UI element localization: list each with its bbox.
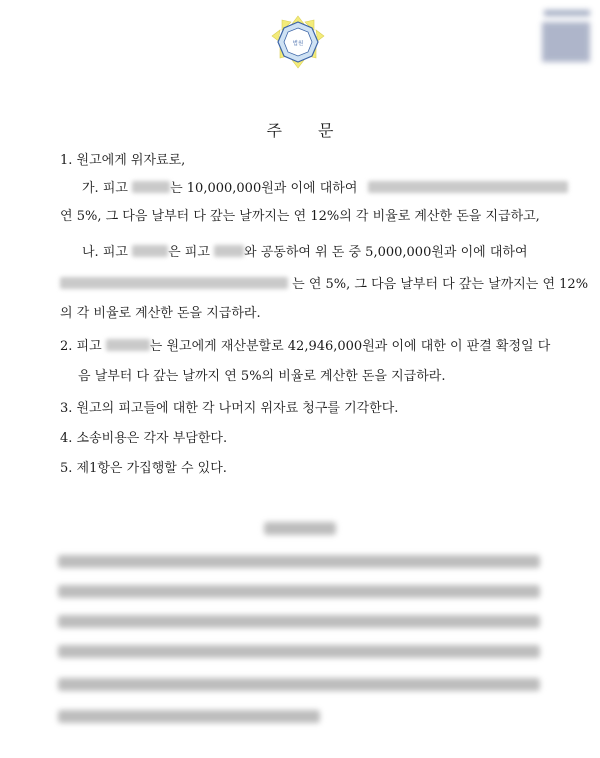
blurred-section-heading <box>264 520 336 536</box>
redacted-text <box>60 277 288 289</box>
item-1-na-rate: 는 연 5%, 그 다음 날부터 다 갚는 날까지는 연 12% <box>292 277 589 292</box>
redacted-name <box>214 245 244 257</box>
item-1-na-line-3: 의 각 비율로 계산한 돈을 지급하라. <box>60 306 261 321</box>
item-1-ga-prefix: 가. 피고 <box>82 181 128 196</box>
title-char-2: 문 <box>318 121 334 140</box>
item-1-intro: 1. 원고에게 위자료로, <box>60 153 186 168</box>
redacted-name <box>106 339 150 351</box>
item-1-na-mid: 은 피고 <box>168 245 210 260</box>
redacted-name <box>132 245 168 257</box>
item-2-line-2: 음 날부터 다 갚는 날까지 연 5%의 비율로 계산한 돈을 지급하라. <box>78 369 446 384</box>
item-1-na-line-2 <box>60 276 588 294</box>
item-1-ga-line-2: 연 5%, 그 다음 날부터 다 갚는 날까지는 연 12%의 각 비율로 계산한 돈을 지급하고, <box>60 209 540 224</box>
redacted-text <box>368 181 568 193</box>
blurred-watermark <box>540 6 594 64</box>
item-2-prefix: 2. 피고 <box>60 339 102 354</box>
redacted-name <box>132 181 170 193</box>
emblem-label: 법원 <box>292 41 304 47</box>
item-4: 4. 소송비용은 각자 부담한다. <box>60 431 228 446</box>
item-2-line-1 <box>60 338 550 356</box>
item-1-na-prefix: 나. 피고 <box>82 245 128 260</box>
item-3: 3. 원고의 피고들에 대한 각 나머지 위자료 청구를 기각한다. <box>60 401 399 416</box>
item-2-body: 는 원고에게 재산분할로 42,946,000원과 이에 대한 이 판결 확정일 다 <box>149 339 551 354</box>
item-5: 5. 제1항은 가집행할 수 있다. <box>60 461 227 476</box>
item-1-na-joint: 와 공동하여 위 돈 중 5,000,000원과 이에 대하여 <box>244 245 528 260</box>
title-char-1: 주 <box>266 121 282 140</box>
page-title <box>0 118 600 141</box>
item-1-ga-line-1 <box>82 180 568 198</box>
item-1-ga-amount: 는 10,000,000원과 이에 대하여 <box>170 181 358 196</box>
item-1-na-line-1 <box>82 244 528 262</box>
court-emblem-icon <box>268 14 328 70</box>
